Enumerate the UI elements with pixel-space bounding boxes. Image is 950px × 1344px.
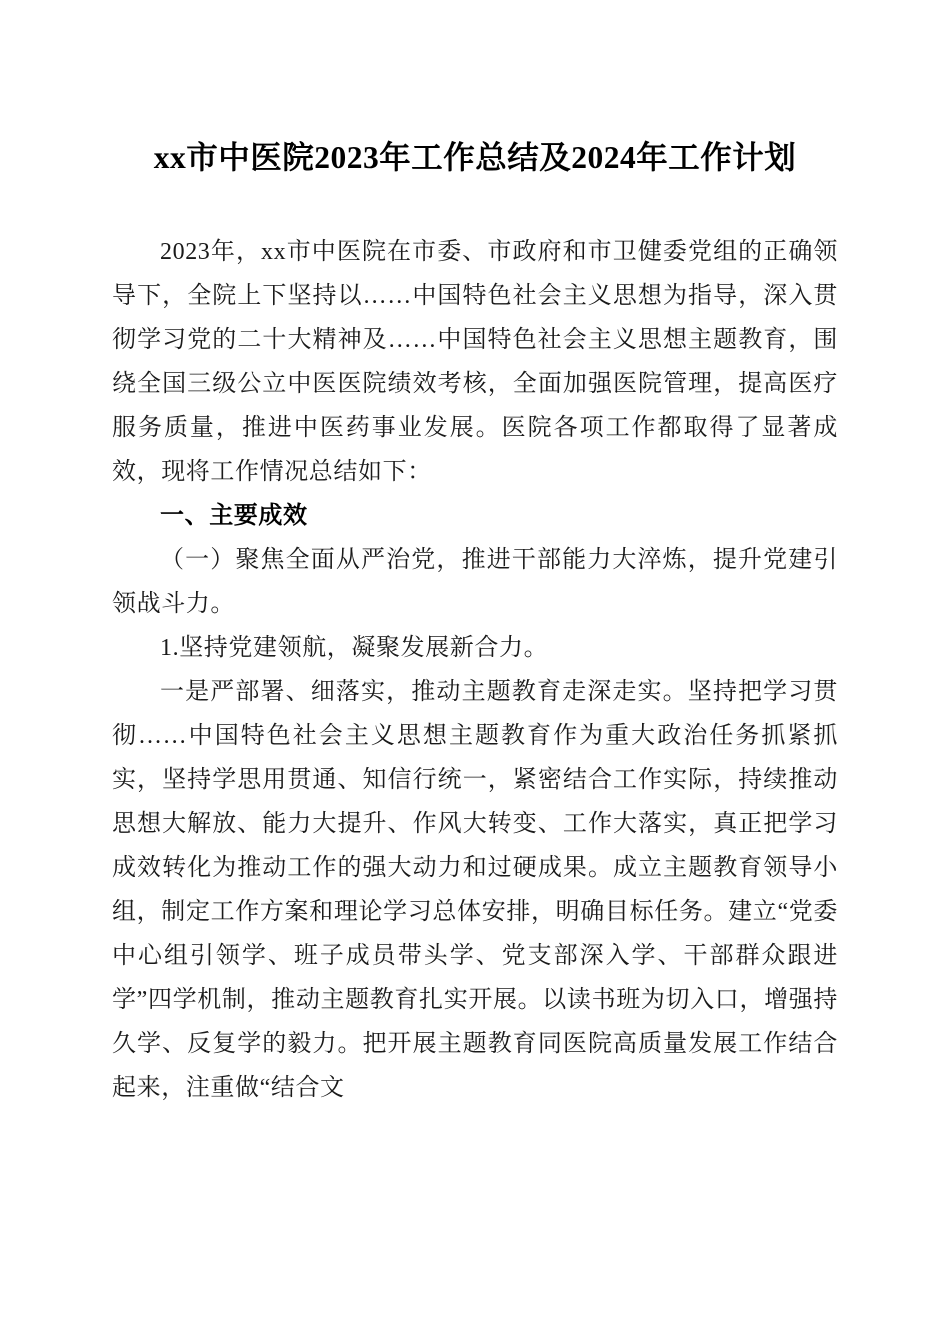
paragraph-item-one: 1.坚持党建领航，凝聚发展新合力。	[160, 635, 549, 661]
document-body	[112, 0, 838, 1110]
heading-main-results: 一、主要成效	[160, 502, 308, 529]
paragraph-section-one: （一）聚焦全面从严治党，推进干部能力大淬炼，提升党建引领战斗力。	[112, 547, 838, 617]
paragraph-intro: 2023年，xx市中医院在市委、市政府和市卫健委党组的正确领导下，全院上下坚持以……中国特色社会主义思想为指导，深入贯彻学习党的二十大精神及……中国特色社会主义思想主题教育，围绕全国三级公立中医医院绩效考核，全面加强医院管理，提高医疗服务质量，推进中医药事业发展。医院各项工作都取得了显著成效，现将工作情况总结如下：	[112, 239, 838, 485]
page-title: xx市中医院2023年工作总结及2024年工作计划	[153, 140, 797, 175]
paragraph-item-one-body: 一是严部署、细落实，推动主题教育走深走实。坚持把学习贯彻……中国特色社会主义思想主题教育作为重大政治任务抓紧抓实，坚持学思用贯通、知信行统一，紧密结合工作实际，持续推动思想大解放、能力大提升、作风大转变、工作大落实，真正把学习成效转化为推动工作的强大动力和过硬成果。成立主题教育领导小组，制定工作方案和理论学习总体安排，明确目标任务。建立“党委中心组引领学、班子成员带头学、党支部深入学、干部群众跟进学”四学机制，推动主题教育扎实开展。以读书班为切入口，增强持久学、反复学的毅力。把开展主题教育同医院高质量发展工作结合起来，注重做“结合文	[112, 679, 838, 1101]
